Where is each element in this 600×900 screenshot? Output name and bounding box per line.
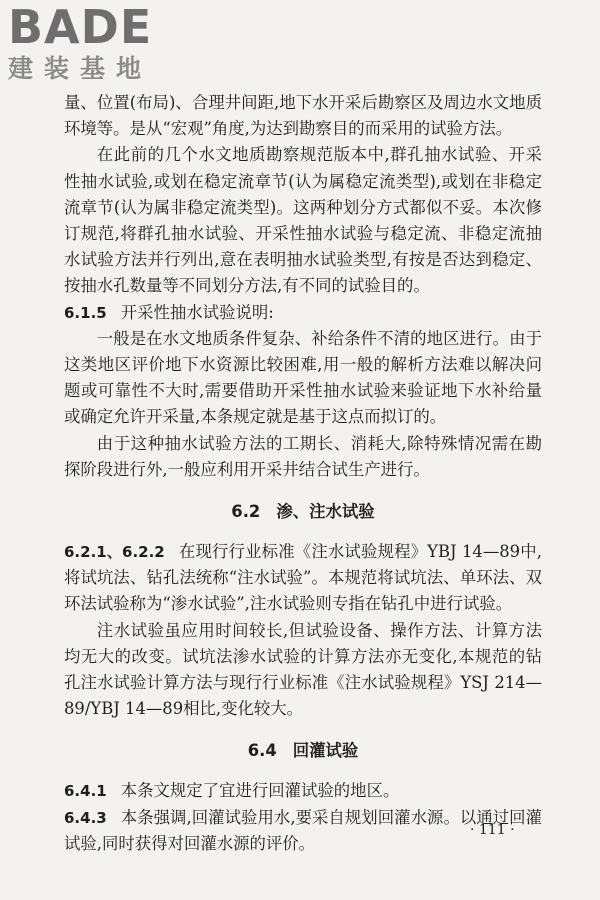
clause-6-1-5 [64, 300, 542, 326]
clause-text: 本条强调,回灌试验用水,要采自规划回灌水源。以通过回灌试验,同时获得对回灌水源的评价。 [64, 807, 542, 853]
clause-6-4-1 [64, 778, 542, 804]
section-heading-6-2 [64, 499, 542, 525]
section-title: 回灌试验 [292, 741, 359, 761]
paragraph: 注水试验虽应用时间较长,但试验设备、操作方法、计算方法均无大的改变。试坑法渗水试验的计算方法亦无变化,本规范的钻孔注水试验计算方法与现行行业标准《注水试验规程》YSJ 214—89/YBJ 14—89相比,变化较大。 [64, 620, 542, 719]
paragraph: 量、位置(布局)、合理井间距,地下水开采后勘察区及周边水文地质环境等。是从“宏观”角度,为达到勘察目的而采用的试验方法。 [64, 93, 542, 139]
clause-text: 本条文规定了宜进行回灌试验的地区。 [120, 781, 400, 801]
section-number: 6.4 [247, 741, 277, 761]
clause-text: 开采性抽水试验说明: [120, 302, 274, 322]
clause-text: 在现行行业标准《注水试验规程》YBJ 14—89中,将试坑法、钻孔法统称“注水试验”。本规范将试坑法、单环法、双环法试验称为“渗水试验”,注水试验则专指在钻孔中进行试验。 [64, 542, 542, 614]
page-number: · 111 · [470, 822, 515, 838]
clause-number: 6.4.3 [64, 808, 107, 827]
logo-subtitle: 建装基地 [8, 54, 153, 83]
clause-number: 6.1.5 [64, 303, 107, 322]
section-title: 渗、注水试验 [276, 502, 375, 522]
section-heading-6-4 [64, 738, 542, 764]
clause-6-2-1 [64, 539, 542, 618]
watermark-logo [8, 0, 178, 84]
clause-number: 6.2.1、6.2.2 [64, 543, 165, 562]
page-body [64, 90, 542, 857]
logo-wordmark: BADE [8, 0, 153, 54]
paragraph: 在此前的几个水文地质勘察规范版本中,群孔抽水试验、开采性抽水试验,或划在稳定流章节(认为属稳定流类型),或划在非稳定流章节(认为属非稳定流类型)。这两种划分方式都似不妥。本次修订规范,将群孔抽水试验、开采性抽水试验与稳定流、非稳定流抽水试验方法并行列出,意在表明抽水试验类型,有按是否达到稳定、按抽水孔数量等不同划分方法,有不同的试验目的。 [64, 145, 542, 296]
clause-number: 6.4.1 [64, 782, 107, 801]
section-number: 6.2 [231, 502, 261, 522]
paragraph: 一般是在水文地质条件复杂、补给条件不清的地区进行。由于这类地区评价地下水资源比较困难,用一般的解析方法难以解决问题或可靠性不大时,需要借助开采性抽水试验来验证地下水补给量或确定允许开采量,本条规定就是基于这点而拟订的。 [64, 328, 542, 427]
paragraph: 由于这种抽水试验方法的工期长、消耗大,除特殊情况需在勘探阶段进行外,一般应利用开采井结合试生产进行。 [64, 433, 542, 479]
